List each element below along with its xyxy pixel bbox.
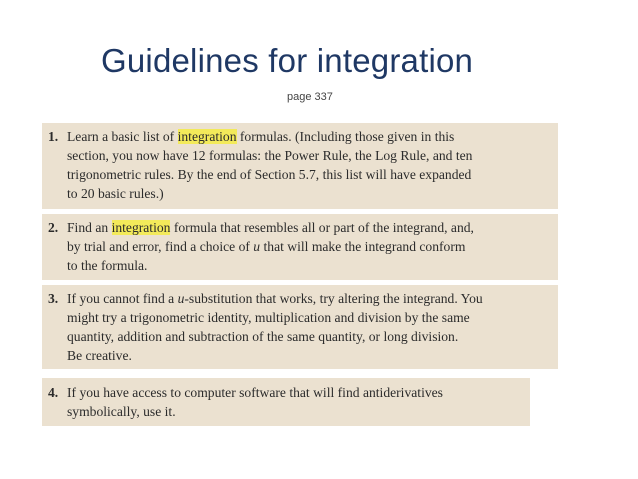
highlighted-term: integration	[177, 129, 237, 144]
page-reference: page 337	[287, 91, 333, 103]
guideline-4-line-2: symbolically, use it.	[67, 404, 176, 419]
guideline-3-box	[42, 285, 558, 369]
guideline-3-line-4: Be creative.	[67, 348, 132, 363]
guideline-3-line-3: quantity, addition and subtraction of the same quantity, or long division.	[67, 329, 459, 344]
guideline-2-number: 2.	[48, 220, 59, 235]
guideline-1-line-2: section, you now have 12 formulas: the Power Rule, the Log Rule, and ten	[67, 148, 473, 163]
guideline-4-box	[42, 378, 530, 426]
guideline-2-line-1: Find an integration formula that resembles all or part of the integrand, and,	[67, 220, 474, 235]
guideline-1-line-4: to 20 basic rules.)	[67, 186, 164, 201]
highlighted-term: integration	[111, 220, 171, 235]
guideline-4-number: 4.	[48, 385, 59, 400]
guideline-2-box	[42, 214, 558, 280]
guideline-1-number: 1.	[48, 129, 59, 144]
guideline-3-line-2: might try a trigonometric identity, multiplication and division by the same	[67, 310, 470, 325]
guideline-1-line-3: trigonometric rules. By the end of Section 5.7, this list will have expanded	[67, 167, 472, 182]
guideline-3-number: 3.	[48, 291, 59, 306]
slide-title: Guidelines for integration	[101, 42, 474, 79]
guideline-2-line-2: by trial and error, find a choice of u that will make the integrand conform	[67, 239, 466, 254]
guideline-4-line-1: If you have access to computer software that will find antiderivatives	[67, 385, 443, 400]
guideline-2-line-3: to the formula.	[67, 258, 148, 273]
guideline-1-box	[42, 123, 558, 209]
guideline-3-line-1: If you cannot find a u-substitution that works, try altering the integrand. You	[67, 291, 483, 306]
guideline-1-line-1: Learn a basic list of integration formulas. (Including those given in this	[67, 129, 455, 144]
